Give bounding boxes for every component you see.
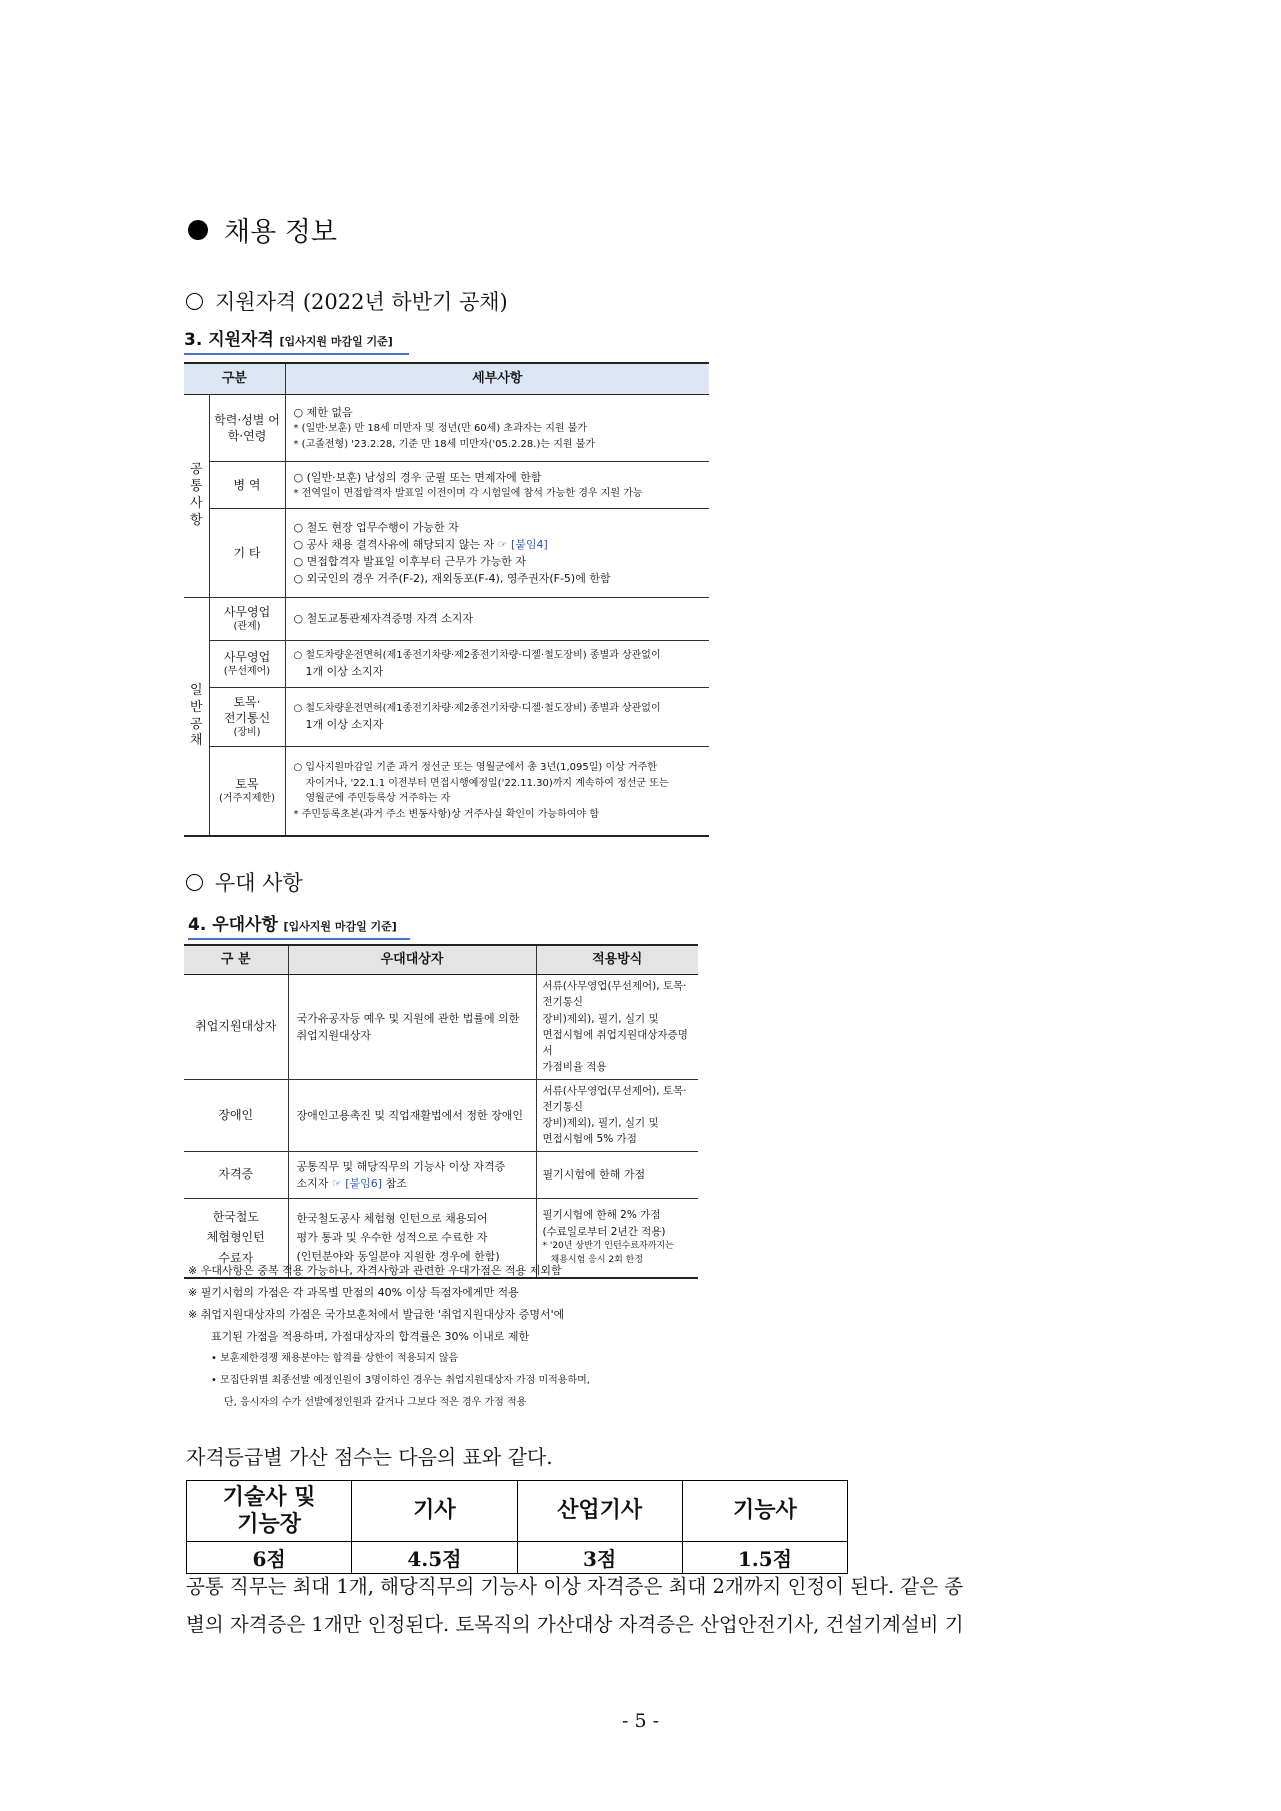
- category-sublabel: (거주지제한): [218, 793, 276, 805]
- target-line: 한국철도공사 체험형 인턴으로 채용되어: [296, 1211, 488, 1225]
- subheading-preference: [186, 867, 303, 897]
- detail-cell: [285, 462, 709, 509]
- preference-heading: [188, 910, 410, 940]
- detail-line: 자이거나, '22.1.1 이전부터 면접시행예정일('22.11.30)까지 계속하여 정선군 또는: [305, 777, 669, 789]
- detail-cell: [285, 747, 709, 837]
- detail-line: * (일반·보훈) 만 18세 미만자 및 정년(만 60세) 초과자는 지원 불가: [293, 423, 588, 435]
- col-header-target: 우대대상자: [288, 945, 536, 975]
- method-cell: [536, 975, 698, 1080]
- note-line: ※ 우대사항은 중복 적용 가능하나, 자격사항과 관련한 우대가점은 적용 제외함: [188, 1264, 562, 1277]
- detail-line: * 주민등록초본(과거 주소 변동사항)상 거주사실 확인이 가능하여야 함: [293, 808, 600, 820]
- category-cell: [184, 1079, 288, 1151]
- page-number: - 5 -: [621, 1710, 659, 1732]
- note-line: 단, 응시자의 수가 선발예정인원과 같거나 그보다 적은 경우 가점 적용: [224, 1397, 527, 1408]
- grade-header-cell: 기사: [352, 1481, 517, 1542]
- category-label: 병 역: [233, 477, 261, 492]
- paragraph-line: 공통 직무는 최대 1개, 해당직무의 기능사 이상 자격증은 최대 2개까지 인정이 된다. 같은 종: [186, 1575, 964, 1598]
- category-label: 기 타: [233, 545, 261, 560]
- certificate-rules-paragraph: [186, 1568, 1116, 1644]
- method-line: 서류(사무영업(무선제어), 토목·전기통신: [542, 980, 687, 1009]
- detail-cell: [285, 688, 709, 747]
- score-table: [186, 1480, 848, 1574]
- paragraph-line: 별의 자격증은 1개만 인정된다. 토목직의 가산대상 자격증은 산업안전기사, 건설기계설비 기: [186, 1613, 964, 1636]
- target-cell: [288, 975, 536, 1080]
- target-line: 장애인고용촉진 및 직업재활법에서 정한 장애인: [296, 1108, 524, 1122]
- preference-notes: [188, 1260, 728, 1414]
- target-cell: [288, 1151, 536, 1198]
- category-label: 체험형인턴: [206, 1230, 265, 1245]
- table-row: [184, 747, 709, 837]
- score-value-cell: 3점: [517, 1542, 682, 1574]
- target-text: 참조: [385, 1176, 407, 1190]
- target-text: 소지자: [296, 1176, 329, 1190]
- detail-line: ○ 외국인의 경우 거주(F-2), 재외동포(F-4), 영주권자(F-5)에 한함: [293, 572, 611, 586]
- note-line: 표기된 가점을 적용하며, 가점대상자의 합격률은 30% 이내로 제한: [211, 1330, 530, 1343]
- qualification-table-header-row: [184, 363, 709, 395]
- method-line: 채용시험 응시 2회 한정: [550, 1254, 644, 1265]
- grade-header-label: 기능장: [237, 1511, 301, 1537]
- group-general-cell: [184, 598, 209, 837]
- category-sublabel: (장비): [233, 727, 261, 739]
- method-line: 면접시험에 취업지원대상자증명서: [542, 1028, 688, 1058]
- note-line: ※ 취업지원대상자의 가점은 국가보훈처에서 발급한 '취업지원대상자 증명서'에: [188, 1308, 565, 1321]
- qualification-heading-note: [입사지원 마감일 기준]: [279, 335, 393, 348]
- detail-cell: [285, 598, 709, 641]
- qualification-heading-number: 3. 지원자격: [184, 330, 274, 350]
- table-row: [184, 598, 709, 641]
- category-label: 전기통신: [223, 711, 271, 726]
- detail-line: ○ 철도 현장 업무수행이 가능한 자: [293, 520, 459, 534]
- section-title: [188, 210, 337, 249]
- group-common-cell: [184, 395, 209, 598]
- score-intro-paragraph: 자격등급별 가산 점수는 다음의 표와 같다.: [186, 1445, 553, 1469]
- preference-table-header-row: [184, 945, 698, 975]
- category-label: 토목·: [233, 695, 261, 710]
- category-label: 장애인: [218, 1107, 254, 1122]
- detail-line: * (고졸전형) '23.2.28, 기준 만 18세 미만자('05.2.28.)는 지원 불가: [293, 438, 596, 450]
- detail-line: ○ 제한 없음: [293, 405, 353, 419]
- method-line: 장비)제외), 필기, 실기 및: [542, 1012, 659, 1025]
- subheading-qualification: [186, 286, 508, 316]
- detail-line: 1개 이상 소지자: [305, 718, 384, 732]
- section-title-text: 채용 정보: [224, 217, 337, 248]
- category-cell: [209, 509, 285, 598]
- category-label: 토목: [235, 777, 259, 792]
- target-line: 국가유공자등 예우 및 지원에 관한 법률에 의한: [296, 1011, 520, 1025]
- target-cell: [288, 1079, 536, 1151]
- col-header-category: 구 분: [184, 945, 288, 975]
- detail-line: ○ 철도차량운전면허(제1종전기차량·제2종전기차량·디젤·철도장비) 종별과 상관없이: [293, 649, 661, 661]
- category-sublabel: (관제): [233, 621, 261, 633]
- category-cell: [184, 1151, 288, 1198]
- detail-cell: [285, 509, 709, 598]
- grade-header-cell: [187, 1481, 352, 1542]
- group-common-label: 공통사항: [189, 462, 203, 528]
- detail-text: ○ 공사 채용 결격사유에 해당되지 않는 자: [293, 537, 495, 551]
- note-line: • 보훈제한경쟁 채용분야는 합격률 상한이 적용되지 않음: [211, 1353, 459, 1364]
- category-label: 사무영업: [223, 650, 271, 665]
- detail-cell: [285, 641, 709, 688]
- method-line: 필기시험에 한해 2% 가점: [542, 1209, 661, 1222]
- method-cell: [536, 1079, 698, 1151]
- target-line: 평가 통과 및 우수한 성적으로 수료한 자: [296, 1231, 488, 1245]
- detail-line: [294, 536, 702, 553]
- detail-line: ○ (일반·보훈) 남성의 경우 군필 또는 면제자에 한함: [293, 470, 542, 484]
- detail-line: ○ 철도차량운전면허(제1종전기차량·제2종전기차량·디젤·철도장비) 종별과 상관없이: [293, 702, 661, 714]
- detail-line: * 전역일이 면접합격자 발표일 이전이며 각 시험일에 참석 가능한 경우 지원 가능: [293, 487, 643, 499]
- detail-line: ○ 입사지원마감일 기준 과거 정선군 또는 영월군에서 총 3년(1,095일) 이상 거주한: [293, 762, 657, 773]
- col-header-category: 구분: [184, 363, 285, 395]
- category-label: 자격증: [218, 1167, 254, 1182]
- category-label: 학력·성별 어학·연령: [214, 412, 280, 443]
- method-line: 장비)제외), 필기, 실기 및: [542, 1117, 659, 1130]
- detail-line: ○ 철도교통관제자격증명 자격 소지자: [293, 612, 473, 626]
- grade-header-cell: 기능사: [682, 1481, 847, 1542]
- category-cell: [209, 395, 285, 462]
- category-cell: [209, 462, 285, 509]
- category-cell: [209, 598, 285, 641]
- subheading-qualification-text: 지원자격 (2022년 하반기 공채): [215, 290, 508, 314]
- target-line: 취업지원대상자: [296, 1028, 371, 1042]
- category-label: 취업지원대상자: [195, 1019, 277, 1034]
- grade-header-cell: 산업기사: [517, 1481, 682, 1542]
- category-cell: [209, 747, 285, 837]
- score-value-cell: 4.5점: [352, 1542, 517, 1574]
- score-value-cell: 6점: [187, 1542, 352, 1574]
- target-line: 공통직무 및 해당직무의 기능사 이상 자격증: [296, 1159, 506, 1173]
- table-row: [184, 395, 709, 462]
- method-line: (수료일로부터 2년간 적용): [542, 1225, 666, 1238]
- bullet-hollow-circle-icon: [186, 874, 203, 891]
- note-line: ※ 필기시험의 가점은 각 과목별 만점의 40% 이상 득점자에게만 적용: [188, 1286, 519, 1299]
- detail-cell: [285, 395, 709, 462]
- detail-line: 영월군에 주민등록상 거주하는 자: [305, 793, 451, 804]
- bullet-filled-circle-icon: [188, 220, 208, 240]
- table-row: [184, 1079, 698, 1151]
- target-line: [297, 1175, 528, 1192]
- table-row: [184, 688, 709, 747]
- note-line: • 모집단위별 최종선발 예정인원이 3명이하인 경우는 취업지원대상자 가점 미적용하며,: [211, 1375, 590, 1386]
- category-label: 수료자: [218, 1250, 254, 1265]
- method-line: * '20년 상반기 인턴수료자까지는: [542, 1240, 674, 1251]
- detail-line: ○ 면접합격자 발표일 이후부터 근무가 가능한 자: [293, 555, 526, 568]
- category-cell: [209, 688, 285, 747]
- method-line: 필기시험에 한해 가점: [542, 1168, 646, 1182]
- subheading-preference-text: 우대 사항: [215, 871, 303, 895]
- bullet-hollow-circle-icon: [186, 293, 203, 310]
- col-header-details: 세부사항: [285, 363, 709, 395]
- table-row: [184, 641, 709, 688]
- table-row: [184, 462, 709, 509]
- category-label: 한국철도: [212, 1210, 259, 1225]
- preference-heading-note: [입사지원 마감일 기준]: [283, 920, 397, 933]
- qualification-table: [184, 362, 709, 837]
- preference-heading-number: 4. 우대사항: [188, 915, 278, 935]
- detail-line: 1개 이상 소지자: [305, 665, 384, 679]
- group-general-label: 일반공채: [189, 682, 203, 749]
- score-value-cell: 1.5점: [682, 1542, 847, 1574]
- target-line: (인턴분야와 동일분야 지원한 경우에 한함): [296, 1250, 500, 1264]
- method-line: 서류(사무영업(무선제어), 토목·전기통신: [542, 1084, 687, 1113]
- attachment-ref-link[interactable]: ☞ [붙임4]: [497, 537, 548, 551]
- grade-header-label: 기술사 및: [222, 1483, 316, 1510]
- category-label: 사무영업: [223, 605, 271, 620]
- category-cell: [209, 641, 285, 688]
- attachment-ref-link[interactable]: ☞ [붙임6]: [331, 1176, 383, 1190]
- table-row: [184, 975, 698, 1080]
- method-line: 면접시험에 5% 가점: [542, 1133, 637, 1146]
- col-header-method: 적용방식: [536, 945, 698, 975]
- category-cell: [184, 975, 288, 1080]
- qualification-heading: [184, 325, 409, 355]
- table-row: [184, 1151, 698, 1198]
- method-line: 가점비율 적용: [542, 1061, 607, 1074]
- method-cell: [536, 1151, 698, 1198]
- category-sublabel: (무선제어): [223, 666, 271, 678]
- table-row: [184, 509, 709, 598]
- score-table-header-row: [187, 1481, 848, 1542]
- preference-table: [184, 944, 698, 1279]
